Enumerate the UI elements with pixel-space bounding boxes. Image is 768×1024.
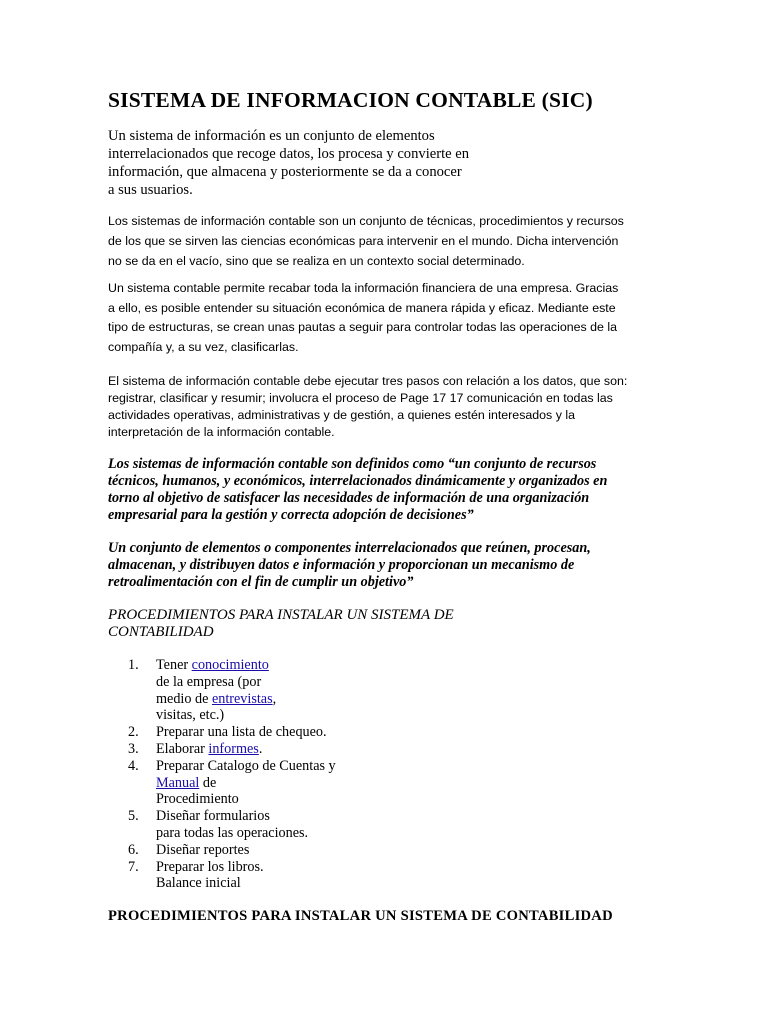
list-item-line (156, 691, 408, 708)
list-item-number: 1. (128, 657, 139, 673)
list-item-text: de (199, 774, 217, 791)
list-item-text: visitas, etc.) (156, 707, 225, 724)
list-item-text: Balance inicial (156, 875, 241, 892)
list-item-text: Diseñar formularios (156, 808, 270, 825)
list-item-text: para todas las operaciones. (156, 824, 309, 841)
list-item (128, 657, 408, 724)
text-line: a sus usuarios. (108, 182, 193, 198)
text-line: retroalimentación con el fin de cumplir un objetivo” (108, 574, 414, 590)
text-line: Los sistemas de información contable son definidos como “un conjunto de recursos (108, 456, 597, 472)
list-item (128, 724, 408, 741)
list-item-line (156, 775, 408, 792)
text-line: Un sistema de información es un conjunto de elementos (108, 128, 435, 144)
list-item (128, 741, 408, 758)
list-item (128, 842, 408, 859)
list-item-number: 5. (128, 808, 139, 825)
list-item-text: Tener (156, 657, 192, 673)
list-item-text: Preparar los libros. (156, 858, 264, 875)
quote-components (108, 540, 668, 591)
paragraph-steps (108, 373, 668, 441)
text-line: técnicos, humanos, y económicos, interrelacionados dinámicamente y organizados en (108, 473, 608, 489)
procedures-heading (108, 607, 528, 641)
list-item-line (156, 741, 408, 758)
link-entrevistas[interactable]: entrevistas (211, 690, 273, 707)
list-item-number: 7. (128, 858, 139, 875)
paragraph-purpose (108, 279, 668, 357)
list-item-text: Diseñar reportes (156, 841, 250, 858)
link-manual[interactable]: Manual (156, 774, 200, 791)
text-line: información, que almacena y posteriormente se da a conocer (108, 164, 462, 180)
list-item-text: Preparar una lista de chequeo. (156, 724, 327, 741)
list-item-text: medio de (156, 690, 212, 707)
list-item-line (156, 859, 408, 876)
list-item-line (156, 707, 408, 724)
document-title: SISTEMA DE INFORMACION CONTABLE (SIC) (108, 88, 593, 112)
list-item-text: Procedimiento (156, 791, 239, 808)
list-item-line (156, 825, 408, 842)
text-line: interpretación de la información contable. (108, 425, 335, 439)
list-item-text: Elaborar (156, 740, 209, 757)
list-item (128, 758, 408, 808)
list-item-number: 4. (128, 757, 139, 774)
heading-line: CONTABILIDAD (108, 624, 214, 640)
list-item-line (156, 724, 408, 741)
footer-heading: PROCEDIMIENTOS PARA INSTALAR UN SISTEMA DE CONTABILIDAD (108, 908, 613, 924)
quote-definition (108, 456, 668, 524)
text-line: empresarial para la gestión y correcta adopción de decisiones” (108, 507, 474, 523)
text-line: registrar, clasificar y resumir; involucra el proceso de Page 17 17 comunicación en todas las (108, 391, 613, 405)
list-item-line (156, 758, 408, 775)
text-line: Un sistema contable permite recabar toda la información financiera de una empresa. Gracias (108, 281, 619, 295)
text-line: no se da en el vacío, sino que se realiza en un contexto social determinado. (108, 254, 525, 268)
list-item-text: de la empresa (por (156, 673, 262, 690)
text-line: Los sistemas de información contable son un conjunto de técnicas, procedimientos y recursos (108, 214, 624, 228)
heading-line: PROCEDIMIENTOS PARA INSTALAR UN SISTEMA DE (108, 607, 454, 623)
list-item-number: 3. (128, 740, 139, 757)
list-item-line (156, 791, 408, 808)
text-line: compañía y, a su vez, clasificarlas. (108, 339, 299, 354)
text-line: El sistema de información contable debe ejecutar tres pasos con relación a los datos, que son: (108, 374, 628, 388)
list-item-text: , (272, 690, 277, 707)
paragraph-definition (108, 211, 668, 271)
text-line: actividades operativas, administrativas y de gestión, a quienes estén interesados y la (108, 408, 575, 422)
text-line: a ello, es posible entender su situación económica de manera rápida y eficaz. Mediante este (108, 300, 616, 315)
link-informes[interactable]: informes (208, 740, 259, 757)
text-line: Un conjunto de elementos o componentes interrelacionados que reúnen, procesan, (108, 540, 591, 556)
text-line: almacenan, y distribuyen datos e información y proporcionan un mecanismo de (108, 557, 575, 573)
list-item-line (156, 842, 408, 859)
list-item-line (156, 674, 408, 691)
list-item-line (156, 657, 408, 674)
list-item-number: 6. (128, 841, 139, 858)
list-item (128, 808, 408, 842)
list-item-number: 2. (128, 724, 139, 741)
text-line: de los que se sirven las ciencias económicas para intervenir en el mundo. Dicha intervención (108, 234, 619, 248)
intro-paragraph (108, 127, 508, 199)
list-item-text: . (258, 740, 263, 757)
link-conocimiento[interactable]: conocimiento (191, 657, 269, 673)
list-item-line (156, 808, 408, 825)
list-item-line (156, 875, 408, 892)
text-line: interrelacionados que recoge datos, los procesa y convierte en (108, 146, 470, 162)
text-line: torno al objetivo de satisfacer las necesidades de información de una organización (108, 490, 590, 506)
list-item-text: Preparar Catalogo de Cuentas y (156, 757, 336, 774)
procedure-steps-list (128, 657, 408, 892)
text-line: tipo de estructuras, se crean unas pautas a seguir para controlar todas las operaciones de la (108, 320, 618, 334)
list-item (128, 859, 408, 893)
